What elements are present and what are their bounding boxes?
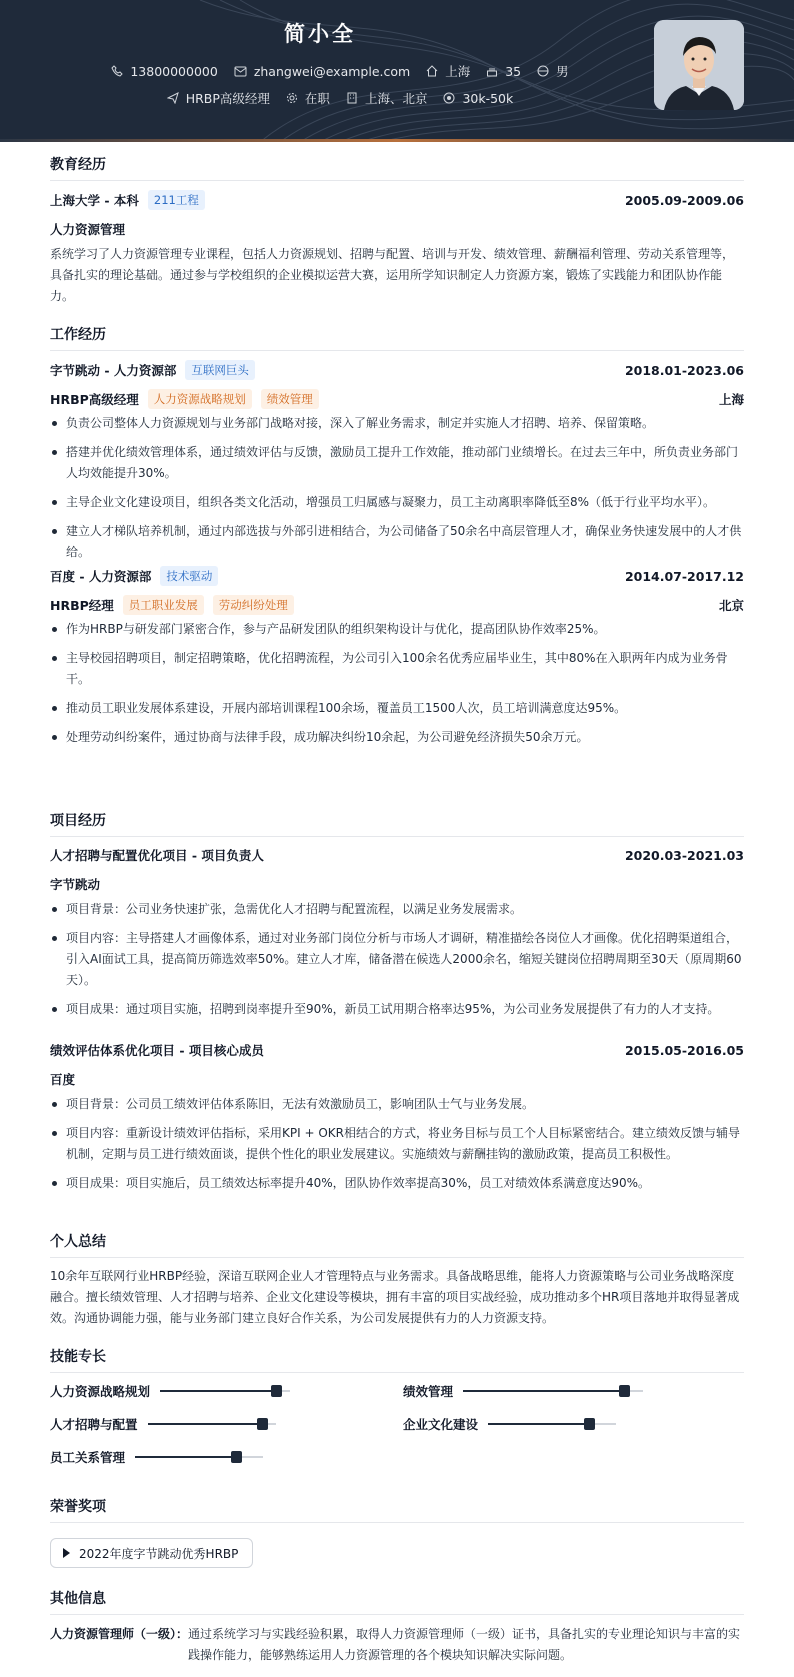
list-item: 处理劳动纠纷案件，通过协商与法律手段，成功解决纠纷10余起，为公司避免经济损失50余万元。	[50, 727, 744, 748]
skill-bar-fill	[148, 1423, 263, 1425]
work-title-row-2	[50, 595, 744, 615]
education-header	[50, 190, 744, 210]
gender-icon	[537, 65, 549, 77]
list-item: 作为HRBP与研发部门紧密合作，参与产品研发团队的组织架构设计与优化，提高团队协作效率25%。	[50, 619, 744, 640]
list-item: 项目内容：重新设计绩效评估指标，采用KPI + OKR相结合的方式，将业务目标与员工个人目标紧密结合。建立绩效反馈与辅导机制，定期与员工进行绩效面谈，提供个性化的职业发展建议。实施绩效与薪酬挂钩的激励政策，提高员工积极性。	[50, 1123, 744, 1165]
section-title-honors: 荣誉奖项	[50, 1496, 744, 1523]
city-item	[426, 62, 470, 80]
phone-icon	[111, 65, 123, 77]
target-city-item	[346, 89, 428, 107]
list-item: 项目背景：公司员工绩效评估体系陈旧，无法有效激励员工，影响团队士气与业务发展。	[50, 1094, 744, 1115]
company-tag: 技术驱动	[160, 566, 218, 586]
work-title: HRBP经理	[50, 598, 114, 613]
home-icon	[426, 65, 438, 77]
skill-bar-knob	[257, 1418, 268, 1430]
education-major-row	[50, 220, 744, 238]
skill-bar	[463, 1390, 643, 1392]
project-bullets-2	[50, 1094, 744, 1202]
award-label: 2022年度字节跳动优秀HRBP	[79, 1546, 239, 1561]
profile-photo	[654, 20, 744, 110]
project-bullets-1	[50, 899, 744, 1028]
project-org: 字节跳动	[50, 877, 101, 892]
skill-bar-knob	[584, 1418, 595, 1430]
play-triangle-icon	[63, 1548, 70, 1558]
skill-name: 企业文化建设	[403, 1417, 479, 1432]
work-header-2	[50, 566, 744, 586]
avatar-portrait	[654, 20, 744, 110]
skill-bar	[488, 1423, 616, 1425]
gender-text: 男	[556, 64, 569, 79]
section-title-education: 教育经历	[50, 154, 744, 181]
skill-name: 绩效管理	[403, 1384, 454, 1399]
work-location: 北京	[718, 598, 744, 613]
list-item: 主导校园招聘项目，制定招聘策略，优化招聘流程，为公司引入100余名优秀应届毕业生，其中80%在入职两年内成为业务骨干。	[50, 648, 744, 690]
work-location: 上海	[718, 392, 744, 407]
education-major: 人力资源管理	[50, 222, 126, 237]
skill-name: 人力资源战略规划	[50, 1384, 151, 1399]
email-text: zhangwei@example.com	[253, 63, 411, 79]
company-tag: 互联网巨头	[185, 360, 255, 380]
project-org-row-1	[50, 875, 744, 893]
skill-bar-knob	[231, 1451, 242, 1463]
section-title-projects: 项目经历	[50, 810, 744, 837]
job-intent-row	[100, 89, 580, 107]
age-item	[486, 64, 521, 79]
skill-name: 员工关系管理	[50, 1450, 126, 1465]
position-text: HRBP高级经理	[185, 91, 270, 106]
list-item: 搭建并优化绩效管理体系，通过绩效评估与反馈，激励员工提升工作效能，推动部门业绩增长。在过去三年中，所负责业务部门人均效能提升30%。	[50, 442, 744, 484]
salary-text: 30k-50k	[462, 90, 514, 106]
coin-icon	[443, 92, 455, 104]
project-header-1	[50, 846, 744, 864]
skill-tag: 劳动纠纷处理	[213, 595, 294, 615]
certificate-text: 通过系统学习与实践经验积累，取得人力资源管理师（一级）证书，具备扎实的专业理论知识与丰富的实践操作能力，能够熟练运用人力资源管理的各个模块知识解决实际问题。	[188, 1627, 741, 1662]
list-item: 主导企业文化建设项目，组织各类文化活动，增强员工归属感与凝聚力，员工主动离职率降低至8%（低于行业平均水平）。	[50, 492, 744, 513]
section-title-other: 其他信息	[50, 1588, 744, 1615]
skill-tag: 员工职业发展	[123, 595, 204, 615]
education-date: 2005.09-2009.06	[624, 192, 744, 208]
list-item: 负责公司整体人力资源规划与业务部门战略对接，深入了解业务需求，制定并实施人才招聘、培养、保留策略。	[50, 413, 744, 434]
header-accent-line	[0, 139, 794, 142]
project-date: 2020.03-2021.03	[624, 847, 744, 863]
skill-item	[403, 1415, 616, 1433]
work-company: 字节跳动 - 人力资源部	[50, 363, 177, 378]
list-item: 项目内容：主导搭建人才画像体系，通过对业务部门岗位分析与市场人才调研，精准描绘各岗位人才画像。优化招聘渠道组合，引入AI面试工具，提高简历筛选效率50%。建立人才库，储备潜在候选人2000余名，缩短关键岗位招聘周期至30天（原周期60天）。	[50, 928, 744, 991]
skill-name: 人才招聘与配置	[50, 1417, 138, 1432]
gear-icon	[286, 92, 298, 104]
work-title-row-1	[50, 389, 744, 409]
work-bullets-1	[50, 413, 744, 571]
section-title-work: 工作经历	[50, 324, 744, 351]
certificate-label: 人力资源管理师（一级）：	[50, 1627, 189, 1641]
building-icon	[346, 92, 358, 104]
project-org: 百度	[50, 1072, 76, 1087]
work-title: HRBP高级经理	[50, 392, 139, 407]
salary-item	[443, 91, 513, 106]
skill-bar-fill	[135, 1456, 237, 1458]
phone-text: 13800000000	[130, 63, 218, 79]
phone-item	[111, 64, 217, 79]
candidate-name: 简小全	[284, 22, 356, 46]
skill-item	[50, 1382, 290, 1400]
skill-bar	[160, 1390, 290, 1392]
list-item: 建立人才梯队培养机制，通过内部选拔与外部引进相结合，为公司储备了50余名中高层管理人才，确保业务快速发展中的人才供给。	[50, 521, 744, 563]
skill-item	[50, 1448, 263, 1466]
work-header-1	[50, 360, 744, 380]
status-text: 在职	[304, 91, 330, 106]
skill-tag: 人力资源战略规划	[148, 389, 252, 409]
skill-bar-knob	[271, 1385, 282, 1397]
resume-header	[0, 0, 794, 142]
other-info-item	[50, 1624, 744, 1666]
contact-row	[100, 62, 580, 80]
gender-item	[537, 62, 569, 80]
project-header-2	[50, 1041, 744, 1059]
skill-tag: 绩效管理	[261, 389, 319, 409]
work-date: 2018.01-2023.06	[624, 362, 744, 378]
project-org-row-2	[50, 1070, 744, 1088]
list-item: 推动员工职业发展体系建设，开展内部培训课程100余场，覆盖员工1500人次，员工培训满意度达95%。	[50, 698, 744, 719]
award-toggle-button[interactable]	[50, 1538, 253, 1568]
skill-bar-fill	[488, 1423, 590, 1425]
target-city-text: 上海、北京	[364, 91, 428, 106]
section-title-skills: 技能专长	[50, 1346, 744, 1373]
send-icon	[167, 92, 179, 104]
skill-item	[50, 1415, 276, 1433]
status-item	[286, 89, 330, 107]
skill-bar	[135, 1456, 263, 1458]
skill-bar	[148, 1423, 276, 1425]
list-item: 项目成果：项目实施后，员工绩效达标率提升40%，团队协作效率提高30%，员工对绩效体系满意度达90%。	[50, 1173, 744, 1194]
section-title-summary: 个人总结	[50, 1231, 744, 1258]
education-description: 系统学习了人力资源管理专业课程，包括人力资源规划、招聘与配置、培训与开发、绩效管理、薪酬福利管理、劳动关系管理等，具备扎实的理论基础。通过参与学校组织的企业模拟运营大赛，运用所学知识制定人力资源方案，锻炼了实践能力和团队协作能力。	[50, 247, 735, 303]
cake-icon	[486, 65, 498, 77]
school-tag: 211工程	[148, 190, 205, 210]
mail-icon	[234, 66, 247, 77]
skill-item	[403, 1382, 643, 1400]
work-bullets-2	[50, 619, 744, 756]
summary-text: 10余年互联网行业HRBP经验，深谙互联网企业人才管理特点与业务需求。具备战略思维，能将人力资源策略与公司业务战略深度融合。擅长绩效管理、人才招聘与培养、企业文化建设等模块，拥有丰富的项目实战经验，成功推动多个HR项目落地并取得显著成效。沟通协调能力强，能与业务部门建立良好合作关系，为公司发展提供有力的人力资源支持。	[50, 1269, 740, 1325]
project-name: 人才招聘与配置优化项目 - 项目负责人	[50, 848, 264, 863]
age-text: 35	[505, 63, 522, 79]
list-item: 项目背景：公司业务快速扩张，急需优化人才招聘与配置流程，以满足业务发展需求。	[50, 899, 744, 920]
skill-bar-knob	[619, 1385, 630, 1397]
work-date: 2014.07-2017.12	[624, 568, 744, 584]
email-item	[234, 64, 410, 79]
work-company: 百度 - 人力资源部	[50, 569, 152, 584]
skill-bar-fill	[160, 1390, 277, 1392]
project-name: 绩效评估体系优化项目 - 项目核心成员	[50, 1043, 264, 1058]
project-date: 2015.05-2016.05	[624, 1042, 744, 1058]
city-text: 上海	[445, 64, 471, 79]
list-item: 项目成果：通过项目实施，招聘到岗率提升至90%，新员工试用期合格率达95%，为公司业务发展提供了有力的人才支持。	[50, 999, 744, 1020]
school-name: 上海大学 - 本科	[50, 193, 139, 208]
skill-bar-fill	[463, 1390, 625, 1392]
position-item	[167, 89, 270, 107]
